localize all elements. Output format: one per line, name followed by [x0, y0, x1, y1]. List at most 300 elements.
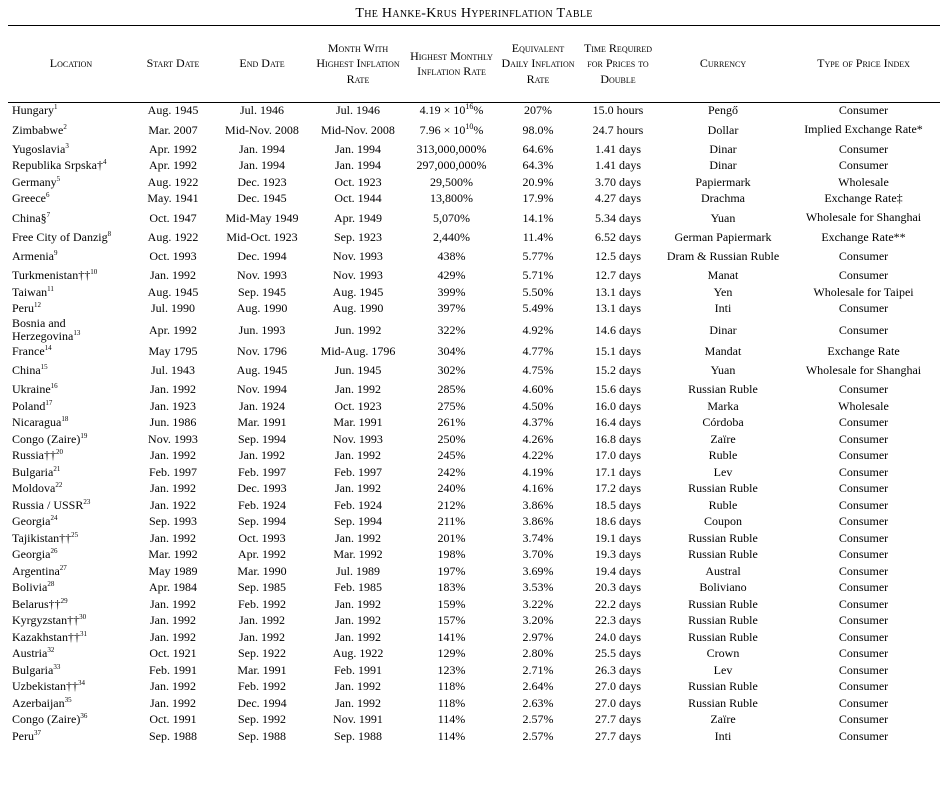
cell-price-index: Wholesale: [838, 174, 889, 189]
cell-month: Jan. 1992: [335, 448, 381, 463]
cell-month: Sep. 1994: [334, 514, 382, 529]
cell-doubling-time: 13.1 days: [595, 284, 641, 299]
cell-daily-rate: 4.75%: [522, 363, 554, 377]
cell-doubling-time: 19.1 days: [595, 530, 641, 545]
table-row: [8, 678, 940, 695]
cell-price-index: Consumer: [838, 712, 889, 727]
cell-end-date: Jan. 1994: [239, 141, 285, 156]
cell-price-index: Consumer: [838, 514, 889, 529]
cell-month: Oct. 1944: [334, 191, 382, 206]
cell-location: China§$^7$: [12, 210, 51, 225]
cell-daily-rate: 3.69%: [522, 563, 554, 578]
cell-currency: Lev: [713, 464, 733, 479]
cell-price-index: Consumer: [838, 415, 889, 430]
cell-daily-rate: 98.0%: [522, 122, 554, 137]
table-row: [8, 398, 940, 415]
cell-price-index: Consumer: [838, 382, 889, 397]
cell-price-index: Consumer: [838, 679, 889, 694]
cell-end-date: Sep. 1922: [238, 646, 286, 661]
cell-end-date: Sep. 1945: [238, 284, 286, 299]
table-row: [8, 645, 940, 662]
cell-price-index: Wholesale for Shanghai: [805, 210, 922, 224]
cell-price-index: Consumer: [838, 301, 889, 316]
cell-start-date: Aug. 1945: [147, 284, 199, 299]
cell-start-date: Nov. 1993: [148, 431, 198, 446]
table-row: [8, 343, 940, 360]
cell-doubling-time: 27.0 days: [595, 695, 641, 710]
cell-doubling-time: 16.0 days: [595, 398, 641, 413]
cell-location: Kazakhstan††$^{31}$: [12, 629, 87, 644]
cell-daily-rate: 2.57%: [522, 728, 554, 743]
cell-location: Yugoslavia$^3$: [12, 141, 69, 156]
cell-daily-rate: 64.3%: [522, 158, 554, 173]
cell-doubling-time: 3.70 days: [595, 174, 641, 189]
table-title: The Hanke-Krus Hyperinflation Table: [355, 6, 593, 21]
footnote-ref: 37: [34, 728, 41, 737]
table-row: [8, 431, 940, 448]
cell-monthly-rate: $4.19 \times 10^{16}\%$: [419, 102, 484, 118]
cell-currency: Yen: [713, 284, 733, 299]
footnote-ref: 14: [44, 343, 52, 352]
cell-location: Turkmenistan††$^{10}$: [12, 268, 98, 283]
cell-month: Feb. 1985: [334, 580, 382, 595]
cell-price-index: Consumer: [838, 141, 889, 156]
cell-doubling-time: 16.8 days: [595, 431, 641, 446]
cell-start-date: Mar. 1992: [148, 547, 198, 562]
cell-price-index: Wholesale for Taipei: [813, 284, 914, 299]
cell-daily-rate: 4.26%: [522, 431, 554, 446]
cell-daily-rate: 4.92%: [522, 322, 554, 337]
cell-doubling-time: 22.2 days: [595, 596, 641, 611]
cell-daily-rate: 11.4%: [522, 229, 554, 244]
cell-month: Aug. 1945: [332, 284, 384, 299]
table-row: [8, 300, 940, 317]
cell-doubling-time: 17.1 days: [595, 464, 641, 479]
cell-month: Jul. 1946: [335, 103, 380, 118]
cell-monthly-rate: 302%: [437, 363, 466, 377]
cell-start-date: Jan. 1992: [150, 268, 196, 283]
cell-month: Jan. 1992: [335, 481, 381, 496]
cell-location: Georgia$^{24}$: [12, 514, 58, 529]
cell-price-index: Consumer: [838, 497, 889, 512]
cell-month: Apr. 1949: [334, 210, 382, 225]
col-daily-rate-header: Equivalent Daily Inflation Rate: [501, 40, 575, 86]
cell-monthly-rate: 212%: [437, 497, 466, 512]
cell-daily-rate: 5.71%: [522, 268, 554, 283]
cell-daily-rate: 5.77%: [522, 249, 554, 263]
table-row: [8, 245, 940, 267]
cell-daily-rate: 64.6%: [522, 141, 554, 156]
table-row: [8, 229, 940, 246]
cell-start-date: Jan. 1922: [150, 497, 196, 512]
cell-monthly-rate: 201%: [437, 530, 466, 545]
footnote-ref: 7: [46, 210, 51, 219]
cell-currency: Yuan: [710, 363, 736, 377]
cell-month: Jan. 1992: [335, 530, 381, 545]
cell-monthly-rate: 2,440%: [433, 229, 470, 244]
cell-currency: Russian Ruble: [688, 679, 758, 694]
cell-start-date: Feb. 1991: [149, 662, 197, 677]
footnote-ref: 21: [53, 464, 61, 473]
footnote-ref: 5: [56, 174, 61, 183]
cell-daily-rate: 3.22%: [522, 596, 554, 611]
table-row: [8, 157, 940, 174]
cell-month: Jun. 1992: [334, 322, 382, 337]
cell-daily-rate: 2.71%: [522, 662, 554, 677]
cell-monthly-rate: 197%: [437, 563, 466, 578]
footnote-ref: 1: [54, 103, 58, 112]
footnote-ref: 11: [47, 284, 54, 293]
cell-daily-rate: 3.86%: [522, 514, 554, 529]
cell-doubling-time: 4.27 days: [595, 191, 641, 206]
cell-doubling-time: 17.0 days: [595, 448, 641, 463]
table-row: [8, 497, 940, 514]
cell-daily-rate: 2.64%: [522, 679, 554, 694]
cell-price-index: Wholesale for Shanghai: [805, 362, 922, 377]
cell-month: Jan. 1992: [335, 596, 381, 611]
cell-currency: Dram & Russian Ruble: [666, 248, 780, 263]
table-row: [8, 267, 940, 284]
cell-end-date: Jan. 1992: [239, 629, 285, 644]
cell-currency: Manat: [707, 268, 739, 283]
footnote-ref: 22: [55, 481, 63, 490]
cell-currency: Drachma: [701, 191, 745, 206]
cell-monthly-rate: 438%: [437, 249, 466, 263]
cell-price-index: Exchange Rate: [827, 343, 900, 358]
cell-start-date: Sep. 1993: [149, 514, 197, 529]
table-row: [8, 317, 940, 343]
cell-month: Jul. 1989: [335, 563, 380, 578]
cell-end-date: Feb. 1992: [238, 679, 286, 694]
footnote-ref: 32: [47, 646, 55, 655]
table-row: [8, 530, 940, 547]
cell-month: Nov. 1993: [333, 268, 383, 283]
cell-monthly-rate: 118%: [437, 679, 466, 694]
footnote-ref: 35: [64, 695, 72, 704]
table-row: [8, 381, 940, 398]
cell-daily-rate: 4.60%: [522, 382, 554, 397]
footnote-ref: 31: [79, 629, 87, 638]
cell-price-index: Consumer: [838, 596, 889, 611]
cell-price-index: Consumer: [838, 563, 889, 578]
footnote-ref: 26: [50, 547, 58, 556]
cell-start-date: May 1795: [148, 343, 198, 358]
cell-location: Congo (Zaire)$^{19}$: [12, 431, 88, 446]
cell-location: France$^{14}$: [12, 343, 52, 358]
cell-daily-rate: 3.86%: [522, 497, 554, 512]
cell-daily-rate: 4.22%: [522, 448, 554, 463]
col-price-index-header: Type of Price Index: [817, 56, 910, 71]
table-row: [8, 711, 940, 728]
cell-doubling-time: 6.52 days: [595, 229, 641, 244]
footnote-ref: 8: [107, 229, 112, 238]
cell-month: Jan. 1992: [335, 382, 381, 397]
cell-currency: German Papiermark: [674, 229, 772, 244]
cell-end-date: Nov. 1994: [237, 382, 287, 397]
cell-price-index: Consumer: [838, 662, 889, 677]
cell-monthly-rate: 129%: [437, 646, 466, 661]
cell-end-date: Feb. 1992: [238, 596, 286, 611]
footnote-ref: 4: [103, 158, 107, 167]
cell-location: Nicaragua$^{18}$: [12, 415, 69, 430]
table-row: [8, 513, 940, 530]
cell-doubling-time: 27.7 days: [595, 728, 641, 743]
cell-daily-rate: 3.70%: [522, 547, 554, 562]
cell-daily-rate: 5.49%: [522, 301, 554, 316]
cell-currency: Mandat: [704, 343, 742, 358]
cell-start-date: Apr. 1992: [149, 158, 197, 173]
cell-currency: Austral: [705, 563, 741, 578]
cell-daily-rate: 4.16%: [522, 481, 554, 496]
cell-end-date: Aug. 1990: [236, 301, 288, 316]
footnote-ref: 10: [90, 268, 98, 277]
cell-end-date: Mar. 1990: [237, 563, 287, 578]
cell-currency: Russian Ruble: [688, 382, 758, 397]
cell-currency: Dinar: [709, 322, 737, 337]
cell-end-date: Dec. 1994: [237, 695, 287, 710]
cell-currency: Russian Ruble: [688, 481, 758, 496]
cell-end-date: Sep. 1985: [238, 580, 286, 595]
cell-monthly-rate: 159%: [437, 596, 466, 611]
cell-price-index: Consumer: [838, 249, 889, 263]
cell-currency: Russian Ruble: [688, 530, 758, 545]
cell-month: Oct. 1923: [334, 398, 382, 413]
cell-end-date: Feb. 1924: [238, 497, 286, 512]
cell-currency: Papiermark: [695, 174, 751, 189]
cell-start-date: Jan. 1992: [150, 448, 196, 463]
cell-doubling-time: 15.0 hours: [592, 103, 644, 118]
cell-location: Bulgaria$^{33}$: [12, 662, 61, 677]
cell-location: Kyrgyzstan††$^{30}$: [12, 613, 87, 628]
table-row: [8, 284, 940, 301]
cell-month: Mar. 1992: [333, 547, 383, 562]
cell-location: Peru$^{12}$: [12, 301, 41, 316]
cell-end-date: Jan. 1992: [239, 613, 285, 628]
cell-start-date: Apr. 1992: [149, 322, 197, 337]
table-row: [8, 464, 940, 481]
cell-end-date: Aug. 1945: [236, 363, 288, 377]
footnote-ref: 19: [80, 431, 88, 440]
cell-monthly-rate: 114%: [437, 728, 466, 743]
cell-location: Azerbaijan$^{35}$: [12, 695, 72, 710]
cell-month: Jan. 1992: [335, 629, 381, 644]
cell-currency: Inti: [714, 728, 732, 743]
cell-location: Ukraine$^{16}$: [12, 382, 58, 397]
table-row: [8, 629, 940, 646]
cell-end-date: Sep. 1994: [238, 514, 286, 529]
cell-doubling-time: 27.7 days: [595, 712, 641, 727]
cell-start-date: Aug. 1922: [147, 174, 199, 189]
cell-start-date: Jan. 1992: [150, 530, 196, 545]
cell-start-date: Aug. 1922: [147, 229, 199, 244]
footnote-ref: 6: [45, 191, 50, 200]
cell-start-date: Jan. 1923: [150, 398, 196, 413]
cell-currency: Ruble: [708, 497, 738, 512]
cell-daily-rate: 2.57%: [522, 712, 554, 727]
cell-start-date: Oct. 1991: [149, 712, 197, 727]
col-currency-header: Currency: [699, 56, 747, 71]
cell-location: Armenia$^9$: [12, 249, 58, 263]
cell-monthly-rate: 198%: [437, 547, 466, 562]
col-start-date-header: Start Date: [146, 56, 200, 71]
table-row: [8, 695, 940, 712]
cell-monthly-rate: 29,500%: [430, 174, 473, 189]
cell-monthly-rate: 118%: [437, 695, 466, 710]
cell-daily-rate: 20.9%: [522, 174, 554, 189]
cell-price-index: Consumer: [838, 530, 889, 545]
cell-price-index: Wholesale: [838, 398, 889, 413]
cell-doubling-time: 1.41 days: [595, 141, 641, 156]
cell-month: Jan. 1992: [335, 679, 381, 694]
cell-location: Congo (Zaire)$^{36}$: [12, 712, 88, 727]
cell-location: Greece$^6$: [12, 191, 50, 206]
cell-daily-rate: 3.74%: [522, 530, 554, 545]
cell-location: Hungary$^1$: [12, 103, 58, 118]
cell-price-index: Consumer: [838, 481, 889, 496]
footnote-ref: 29: [60, 596, 68, 605]
cell-location: Poland$^{17}$: [12, 398, 53, 413]
cell-doubling-time: 15.6 days: [595, 382, 641, 397]
footnote-ref: 23: [83, 497, 91, 506]
table-row: [8, 546, 940, 563]
hyperinflation-table: [8, 26, 940, 744]
footnote-ref: 24: [50, 514, 58, 523]
cell-monthly-rate: 141%: [437, 629, 466, 644]
cell-price-index: Consumer: [838, 728, 889, 743]
col-month-header: Month With Highest Inflation Rate: [316, 40, 400, 86]
cell-doubling-time: 15.1 days: [595, 343, 641, 358]
cell-doubling-time: 1.41 days: [595, 158, 641, 173]
table-row: [8, 612, 940, 629]
cell-monthly-rate: 399%: [437, 284, 466, 299]
cell-currency: Russian Ruble: [688, 629, 758, 644]
cell-start-date: Jul. 1943: [150, 363, 195, 377]
cell-daily-rate: 3.20%: [522, 613, 554, 628]
cell-month: Jan. 1992: [335, 695, 381, 710]
col-monthly-rate-header: Highest Monthly Inflation Rate: [410, 48, 493, 78]
cell-start-date: Oct. 1921: [149, 646, 197, 661]
cell-location: Georgia$^{26}$: [12, 547, 58, 562]
cell-month: Aug. 1990: [332, 301, 384, 316]
cell-daily-rate: 4.77%: [522, 343, 554, 358]
cell-doubling-time: 24.0 days: [595, 629, 641, 644]
table-row: [8, 207, 940, 229]
cell-end-date: Jan. 1992: [239, 448, 285, 463]
cell-month: Aug. 1922: [332, 646, 384, 661]
cell-price-index: Consumer: [838, 103, 889, 118]
cell-monthly-rate: 397%: [437, 301, 466, 316]
cell-end-date: Nov. 1993: [237, 268, 287, 283]
col-doubling-time-header: Time Required for Prices to Double: [583, 40, 653, 86]
cell-start-date: May. 1941: [147, 191, 199, 206]
cell-start-date: Feb. 1997: [149, 464, 197, 479]
cell-monthly-rate: 250%: [437, 431, 466, 446]
cell-end-date: Dec. 1923: [237, 174, 287, 189]
col-location-header: Location: [49, 56, 93, 71]
cell-location: Bulgaria$^{21}$: [12, 464, 61, 479]
footnote-ref: 28: [47, 580, 55, 589]
cell-start-date: Jul. 1990: [150, 301, 195, 316]
cell-price-index: Consumer: [838, 448, 889, 463]
footnote-ref: 27: [59, 563, 67, 572]
cell-end-date: Nov. 1796: [237, 343, 287, 358]
footnote-ref: 12: [34, 301, 41, 310]
table-body: [8, 102, 940, 744]
cell-location: Peru$^{37}$: [12, 728, 41, 743]
cell-start-date: May 1989: [148, 563, 198, 578]
cell-location: Belarus††$^{29}$: [12, 596, 68, 611]
cell-location: Russia††$^{20}$: [12, 448, 64, 463]
table-row: [8, 141, 940, 158]
cell-doubling-time: 24.7 hours: [592, 122, 644, 137]
footnote-ref: 15: [40, 363, 48, 371]
cell-price-index: Implied Exchange Rate*: [804, 122, 923, 136]
cell-month: Oct. 1923: [334, 174, 382, 189]
footnote-ref: 33: [53, 662, 61, 671]
cell-start-date: Jan. 1992: [150, 679, 196, 694]
cell-price-index: Consumer: [838, 268, 889, 283]
cell-daily-rate: 3.53%: [522, 580, 554, 595]
table-row: [8, 480, 940, 497]
cell-end-date: Jan. 1924: [239, 398, 285, 413]
cell-currency: Lev: [713, 662, 733, 677]
cell-monthly-rate: 275%: [437, 398, 466, 413]
cell-month: Mid-Nov. 2008: [321, 122, 395, 137]
cell-end-date: Apr. 1992: [238, 547, 286, 562]
cell-location: Moldova$^{22}$: [12, 481, 63, 496]
cell-doubling-time: 25.5 days: [595, 646, 641, 661]
cell-monthly-rate: 245%: [437, 448, 466, 463]
table-row: [8, 596, 940, 613]
footnote-ref: 2: [63, 122, 67, 131]
cell-start-date: Apr. 1992: [149, 141, 197, 156]
cell-currency: Russian Ruble: [688, 547, 758, 562]
header-row: [8, 26, 940, 102]
cell-doubling-time: 18.6 days: [595, 514, 641, 529]
cell-currency: Pengő: [708, 103, 738, 118]
table-row: [8, 662, 940, 679]
cell-daily-rate: 2.97%: [522, 629, 554, 644]
table-row: [8, 447, 940, 464]
footnote-ref: 34: [77, 679, 85, 688]
cell-location: Bolivia$^{28}$: [12, 580, 55, 595]
cell-monthly-rate: 13,800%: [430, 191, 473, 206]
footnote-ref: 3: [65, 141, 69, 150]
cell-location: Republika Srpska†$^4$: [12, 158, 107, 173]
cell-end-date: Dec. 1993: [237, 481, 287, 496]
cell-location: Tajikistan††$^{25}$: [12, 530, 79, 545]
cell-end-date: Sep. 1994: [238, 431, 286, 446]
cell-start-date: Aug. 1945: [147, 103, 199, 118]
cell-currency: Ruble: [708, 448, 738, 463]
footnote-ref: 36: [80, 712, 88, 721]
cell-price-index: Consumer: [838, 580, 889, 595]
cell-currency: Russian Ruble: [688, 695, 758, 710]
cell-start-date: Oct. 1947: [149, 210, 197, 225]
cell-daily-rate: 2.80%: [522, 646, 554, 661]
cell-location: Argentina$^{27}$: [12, 563, 67, 578]
cell-doubling-time: 15.2 days: [595, 363, 641, 377]
cell-location: Austria$^{32}$: [12, 646, 55, 661]
cell-monthly-rate: 297,000,000%: [416, 158, 487, 173]
footnote-ref: 30: [79, 613, 87, 622]
cell-currency: Dollar: [707, 122, 739, 137]
cell-start-date: Mar. 2007: [148, 122, 198, 137]
cell-start-date: Jan. 1992: [150, 613, 196, 628]
footnote-ref: 13: [73, 328, 81, 337]
cell-currency: Coupon: [703, 514, 742, 529]
cell-monthly-rate: 313,000,000%: [416, 141, 487, 156]
